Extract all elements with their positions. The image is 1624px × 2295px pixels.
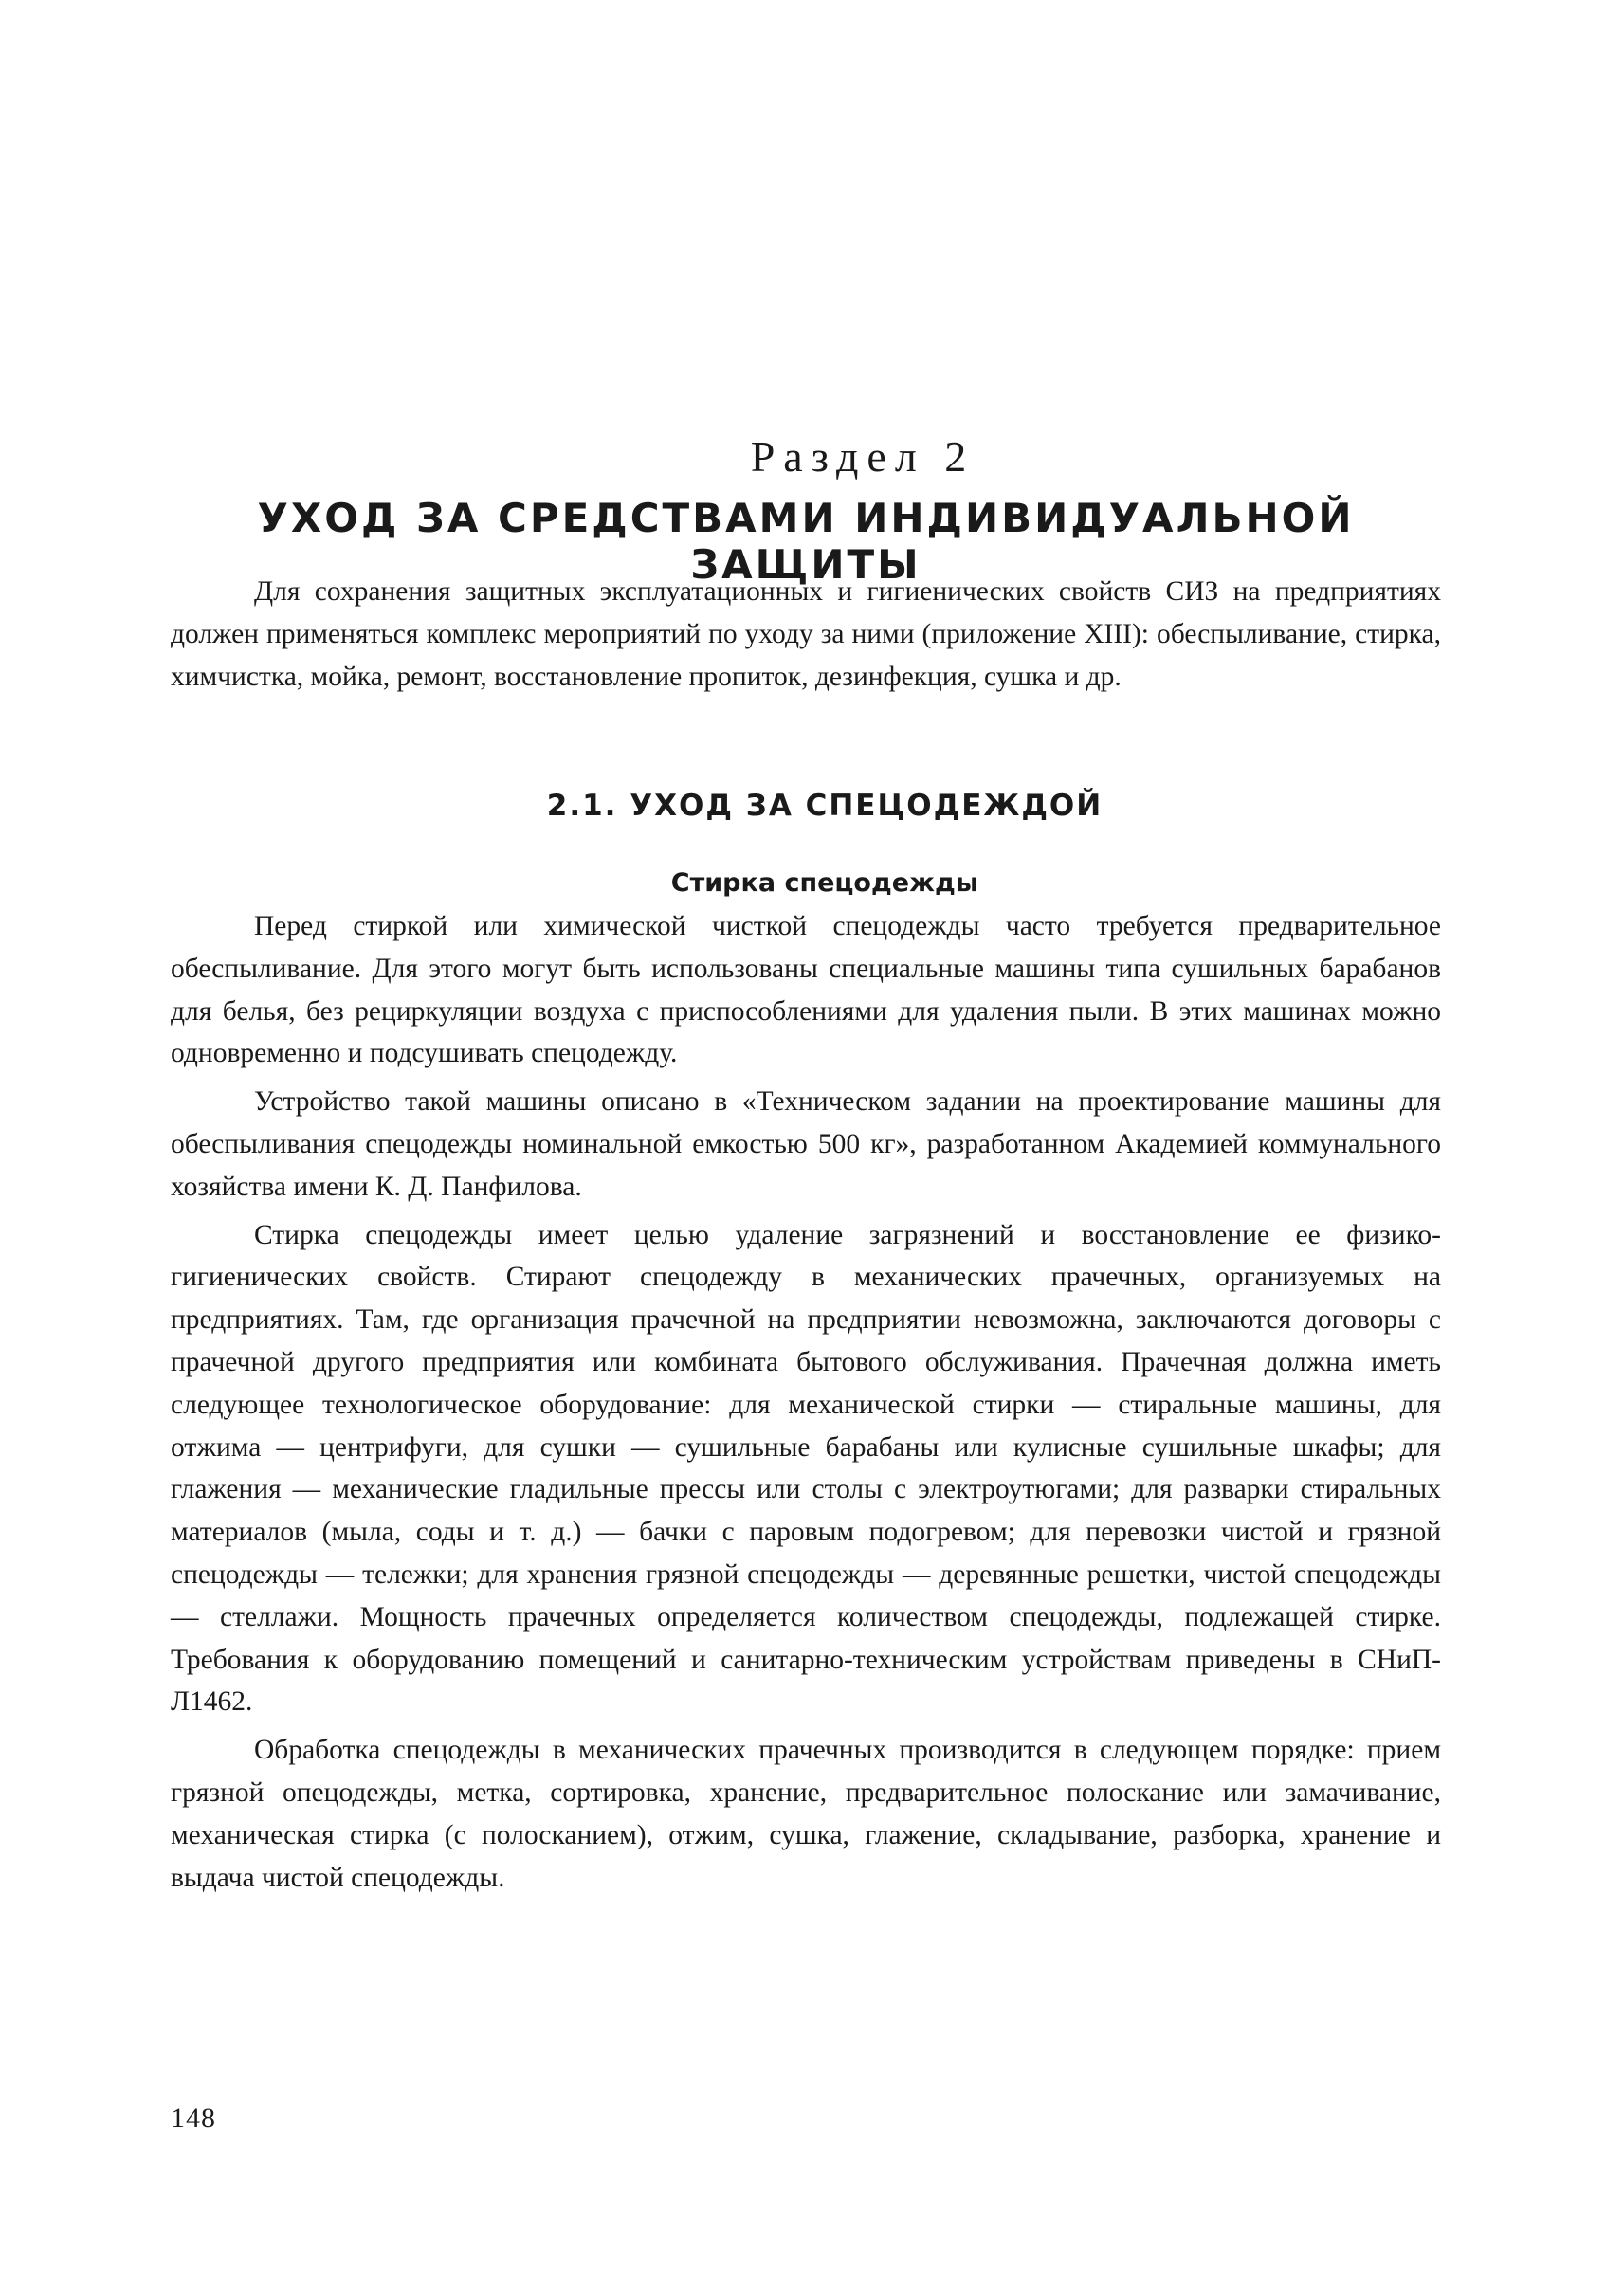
- section-label: Раздел 2: [750, 432, 976, 481]
- subsection-subtitle: Стирка спецодежды: [670, 868, 979, 898]
- paragraph-laundry-equipment: Стирка спецодежды имеет целью удаление загрязнений и восстановление ее физико-гигиенических свойств. Стирают спецодежду в механических прачечных, организуемых на предприятиях. Там, где организация прачечной на предприятии невозможна, заключаются договоры с прачечной другого предприятия или комбината бытового обслуживания. Прачечная должна иметь следующее технологическое оборудование: для механической стирки — стиральные машины, для отжима — центрифуги, для сушки — сушильные барабаны или кулисные сушильные шкафы; для глажения — механические гладильные прессы или столы с электроутюгами; для разварки стиральных материалов (мыла, соды и т. д.) — бачки с паровым подогревом; для перевозки чистой и грязной спецодежды — тележки; для хранения грязной спецодежды — деревянные решетки, чистой спецодежды — стеллажи. Мощность прачечных определяется количеством спецодежды, подлежащей стирке. Требования к оборудованию помещений и санитарно-техническим устройствам приведены в СНиП-Л1462.: [171, 1219, 1441, 1718]
- paragraph-processing-order: Обработка спецодежды в механических прачечных производится в следующем порядке: прием грязной опецодежды, метка, сортировка, хранение, предварительное полоскание или замачивание, механическая стирка (с полосканием), отжим, сушка, глажение, складывание, разборка, хранение и выдача чистой спецодежды.: [171, 1735, 1441, 1893]
- subsection-title: 2.1. УХОД ЗА СПЕЦОДЕЖДОЙ: [546, 789, 1104, 823]
- paragraph-machine-description: Устройство такой машины описано в «Техническом задании на проектирование машины для обеспыливания спецодежды номинальной емкостью 500 кг», разработанном Академией коммунального хозяйства имени К. Д. Панфилова.: [171, 1086, 1441, 1202]
- intro-block: [171, 571, 1441, 703]
- intro-paragraph: Для сохранения защитных эксплуатационных и гигиенических свойств СИЗ на предприятиях должен применяться комплекс мероприятий по уходу за ними (приложение XIII): обеспыливание, стирка, химчистка, мойка, ремонт, восстановление пропиток, дезинфекция, сушка и др.: [171, 576, 1441, 692]
- page-number: 148: [171, 2103, 216, 2134]
- paragraph-dedusting: Перед стиркой или химической чисткой спецодежды часто требуется предварительное обеспыливание. Для этого могут быть использованы специальные машины типа сушильных барабанов для белья, без рециркуляции воздуха с приспособлениями для удаления пыли. В этих машинах можно одновременно и подсушивать спецодежду.: [171, 911, 1441, 1069]
- body-text: [171, 905, 1441, 1904]
- book-page: [171, 0, 1441, 2295]
- section-title: УХОД ЗА СРЕДСТВАМИ ИНДИВИДУАЛЬНОЙ ЗАЩИТЫ: [257, 495, 1355, 588]
